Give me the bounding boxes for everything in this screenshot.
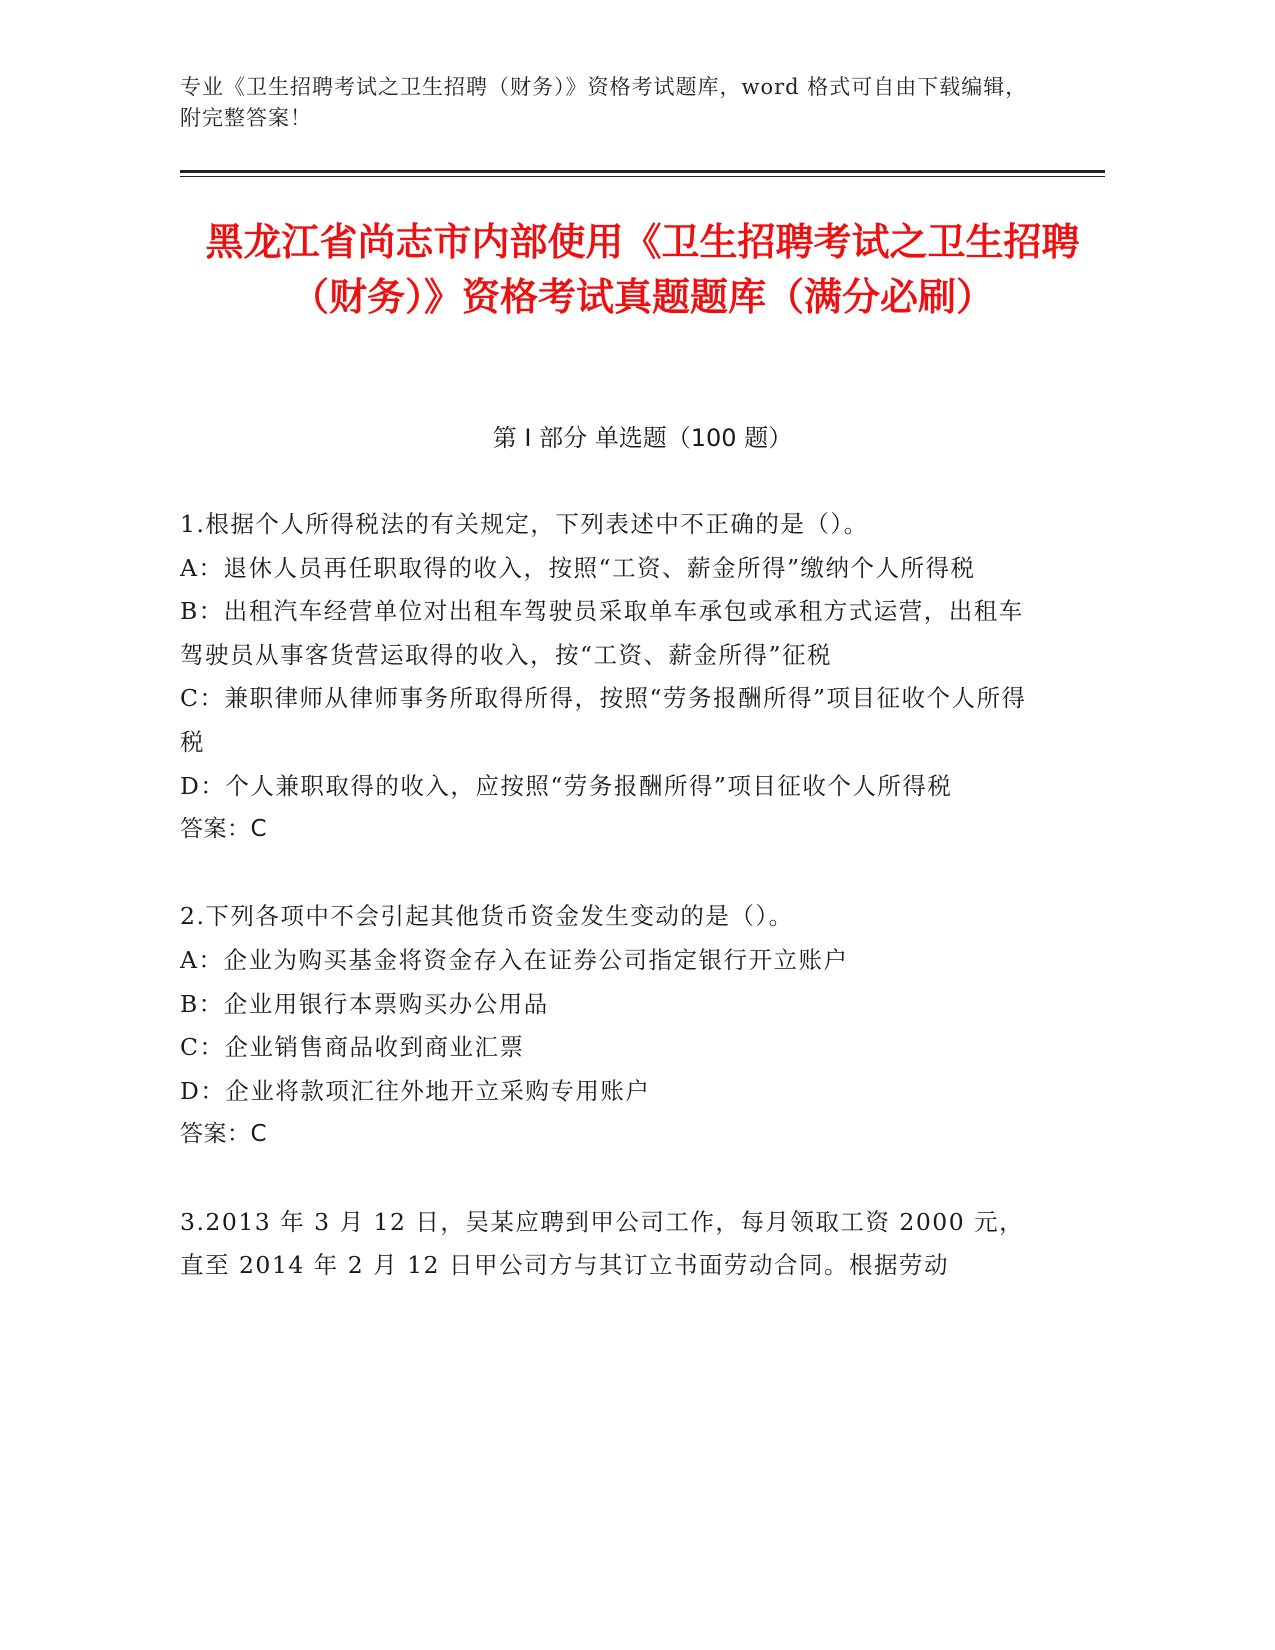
option-d: D：企业将款项汇往外地开立采购专用账户 <box>180 1076 651 1105</box>
question-3 <box>180 1201 1040 1288</box>
option-c: C：企业销售商品收到商业汇票 <box>180 1033 525 1062</box>
header-note: 专业《卫生招聘考试之卫生招聘（财务）》资格考试题库，word 格式可自由下载编辑，附完整答案！ <box>180 75 1028 130</box>
header-divider-thick <box>180 170 1105 173</box>
question-2 <box>180 895 1040 1157</box>
header-divider-thin <box>180 176 1105 177</box>
question-stem: 3.2013 年 3 月 12 日，吴某应聘到甲公司工作，每月领取工资 2000 元，直至 2014 年 2 月 12 日甲公司方与其订立书面劳动合同。根据劳动 <box>180 1207 1025 1280</box>
option-b: B：出租汽车经营单位对出租车驾驶员采取单车承包或承租方式运营，出租车驾驶员从事客货营运取得的收入，按“工资、薪金所得”征税 <box>180 597 1024 669</box>
answer: 答案：C <box>180 1121 268 1148</box>
section-heading: 第 I 部分 单选题（100 题） <box>492 424 793 452</box>
question-list <box>180 503 1040 1331</box>
option-c: C：兼职律师从律师事务所取得所得，按照“劳务报酬所得”项目征收个人所得税 <box>180 684 1027 756</box>
question-stem: 1.根据个人所得税法的有关规定，下列表述中不正确的是（）。 <box>180 510 869 538</box>
document-title: 黑龙江省尚志市内部使用《卫生招聘考试之卫生招聘（财务）》资格考试真题题库（满分必刷） <box>205 220 1080 319</box>
question-1 <box>180 503 1040 852</box>
option-b: B：企业用银行本票购买办公用品 <box>180 989 549 1018</box>
question-stem: 2.下列各项中不会引起其他货币资金发生变动的是（）。 <box>180 902 794 931</box>
option-a: A：企业为购买基金将资金存入在证券公司指定银行开立账户 <box>180 945 849 974</box>
answer: 答案：C <box>180 816 268 843</box>
option-a: A：退休人员再任职取得的收入，按照“工资、薪金所得”缴纳个人所得税 <box>180 553 976 582</box>
option-d: D：个人兼职取得的收入，应按照“劳务报酬所得”项目征收个人所得税 <box>180 771 953 800</box>
